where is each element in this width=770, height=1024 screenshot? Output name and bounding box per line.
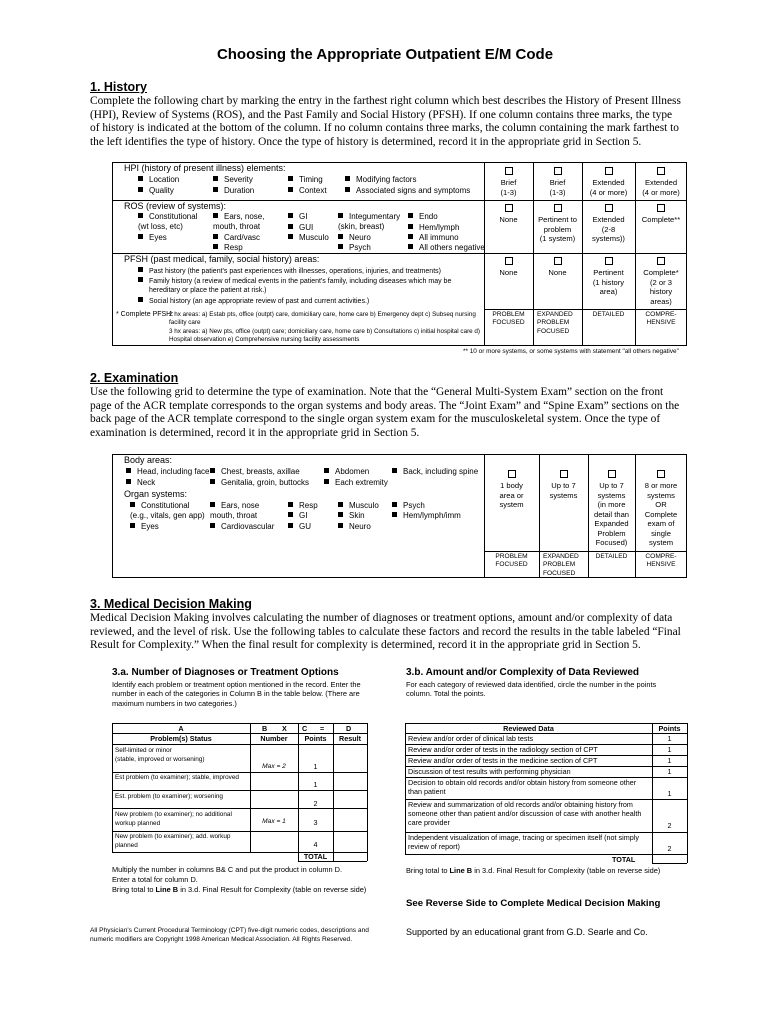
pfsh-col-none[interactable]: None: [484, 257, 533, 278]
organ-system-item: Resp: [288, 501, 318, 511]
ros-item: GI: [288, 212, 307, 222]
hpi-item: Duration: [213, 186, 254, 196]
ros-item: Neuro: [338, 233, 371, 243]
col-letter-x: X: [282, 724, 287, 733]
organ-system-item: Musculo: [338, 501, 379, 511]
organ-system-item: Constitutional (e.g., vitals, gen app): [130, 501, 205, 520]
diagnoses-title: 3.a. Number of Diagnoses or Treatment Options: [112, 667, 339, 678]
mdm-intro: Medical Decision Making involves calculating the number of diagnoses or treatment options, amount and/or complexity of data reviewed, and the level of risk. Use the following tables to calculate these factors and record the results in the table labeled “Final Result for Complexity.” When the final result for complexity is determined, record it in the appropriate grid in Section 5.: [90, 612, 681, 652]
history-footnote: ** 10 or more systems, or some systems with statement "all others negative": [463, 348, 679, 355]
points-cell[interactable]: 1: [667, 767, 672, 776]
ros-item: GUI: [288, 223, 313, 233]
table-row: Est problem (to examiner); stable, improved: [115, 774, 239, 781]
checkbox-icon[interactable]: [608, 470, 616, 478]
hpi-col-brief[interactable]: Brief (1-3): [533, 167, 582, 197]
hpi-item: Timing: [288, 175, 323, 185]
organ-system-item: Hem/lymph/imm: [392, 511, 461, 521]
pfsh-label: PFSH (past medical, family, social history) areas:: [124, 254, 320, 264]
pfsh-col-pertinent[interactable]: Pertinent (1 history area): [582, 257, 635, 297]
col-letter-b: B: [262, 724, 268, 733]
exam-intro: Use the following grid to determine the type of examination. Note that the “General Multi-System Exam” section on the front page of the ACR template corresponds to the organ systems and body areas. The “Joint Exam” and “Spine Exam” sections on the back page of the ACR template correspond to the single organ system exam for the musculoskeletal system. Once the type of examination is determined, record it in the appropriate grid in Section 5.: [90, 386, 680, 439]
hpi-label: HPI (history of present illness) elements:: [124, 163, 286, 173]
history-intro: Complete the following chart by marking the entry in the farthest right column which best describes the History of Present Illness (HPI), Review of Systems (ROS), and the Past Family and Social History (PFSH). If one column contains three marks, the type of history is indicated at the bottom of the column. If no column contains three marks, the column containing the mark farthest to the left identifies the type of history. Once the type of history is determined, record it in the appropriate grid in Section 5.: [90, 95, 681, 148]
col-letter-d: D: [346, 724, 352, 733]
hpi-item: Context: [288, 186, 327, 196]
organ-system-item: Eyes: [130, 522, 159, 532]
checkbox-icon[interactable]: [657, 257, 665, 265]
body-area-item: Head, including face: [126, 467, 210, 477]
exam-col-problem-focused[interactable]: 1 body area or system: [484, 470, 539, 510]
table-row: Review and/or order of tests in the medicine section of CPT: [408, 756, 598, 765]
pfsh-col-none[interactable]: None: [533, 257, 582, 278]
checkbox-icon[interactable]: [505, 204, 513, 212]
page-title: Choosing the Appropriate Outpatient E/M Code: [216, 46, 554, 63]
max-number: Max = 1: [262, 818, 286, 825]
ros-item: Resp: [213, 243, 243, 253]
header-number: Number: [260, 734, 288, 743]
diagnoses-bring-total: Bring total to Line B in 3.d. Final Result for Complexity (table on reverse side): [112, 885, 367, 894]
pfsh-col-complete[interactable]: Complete* (2 or 3 history areas): [635, 257, 687, 306]
hpi-item: Location: [138, 175, 179, 185]
organ-system-item: Neuro: [338, 522, 371, 532]
mdm-heading: 3. Medical Decision Making: [90, 597, 252, 611]
points-cell[interactable]: 2: [667, 821, 672, 830]
ros-item: Constitutional (wt loss, etc): [138, 212, 198, 231]
checkbox-icon[interactable]: [657, 470, 665, 478]
exam-result-comprehensive: COMPRE- HENSIVE: [645, 553, 677, 569]
table-row: Review and/or order of clinical lab tests: [408, 734, 534, 743]
header-points: Points: [658, 724, 681, 733]
ros-item: Eyes: [138, 233, 167, 243]
table-row: Review and/or order of tests in the radiology section of CPT: [408, 745, 598, 754]
body-area-item: Each extremity: [324, 478, 388, 488]
diagnoses-desc: Identify each problem or treatment option mentioned in the record. Enter the number in each of the categories in Column B in the table below. (There are maximum numbers in two categories.): [112, 680, 361, 708]
pfsh-item: Social history (an age appropriate review of past and current activities.): [138, 297, 478, 307]
checkbox-icon[interactable]: [605, 257, 613, 265]
table-row: Independent visualization of image, tracing or specimen itself (not simply review of report): [408, 833, 639, 851]
history-result-expanded: EXPANDED PROBLEM FOCUSED: [537, 311, 573, 335]
ros-item: Endo: [408, 212, 438, 222]
ros-item: All immuno: [408, 233, 459, 243]
diagnoses-note-2: Enter a total for column D.: [112, 875, 198, 884]
header-reviewed-data: Reviewed Data: [503, 724, 554, 733]
table-row: Review and summarization of old records and/or obtaining history from someone other than patient and/or discussion of case with another health care provider: [408, 800, 642, 827]
points-cell: 4: [313, 840, 318, 849]
max-number: Max = 2: [262, 763, 286, 770]
data-reviewed-desc: For each category of reviewed data identified, circle the number in the points column. Total the points.: [406, 680, 657, 699]
hpi-col-extended[interactable]: Extended (4 or more): [582, 167, 635, 197]
body-area-item: Neck: [126, 478, 155, 488]
grant-notice: Supported by an educational grant from G.D. Searle and Co.: [406, 927, 648, 937]
points-cell: 1: [313, 762, 318, 771]
history-result-detailed: DETAILED: [592, 311, 625, 318]
organ-system-item: Cardiovascular: [210, 522, 274, 532]
body-area-item: Genitalia, groin, buttocks: [210, 478, 309, 488]
exam-result-detailed: DETAILED: [595, 553, 628, 560]
table-row: New problem (to examiner); add. workup planned: [115, 833, 231, 849]
hpi-item: Severity: [213, 175, 253, 185]
points-cell[interactable]: 1: [667, 745, 672, 754]
total-label: TOTAL: [612, 855, 636, 864]
history-result-comprehensive: COMPRE- HENSIVE: [645, 311, 677, 327]
exam-col-detailed[interactable]: Up to 7 systems (in more detail than Expanded Problem Focused): [588, 470, 635, 548]
checkbox-icon[interactable]: [657, 167, 665, 175]
hpi-col-brief[interactable]: Brief (1-3): [484, 167, 533, 197]
points-cell: 1: [313, 780, 318, 789]
points-cell: 2: [313, 799, 318, 808]
exam-col-comprehensive[interactable]: 8 or more systems OR Complete exam of single system: [635, 470, 687, 548]
organ-system-item: GU: [288, 522, 311, 532]
checkbox-icon[interactable]: [505, 167, 513, 175]
col-letter-eq: =: [320, 724, 325, 733]
organ-system-item: Ears, nose mouth, throat: [210, 501, 260, 520]
ros-item: Musculo: [288, 233, 329, 243]
hpi-item: Associated signs and symptoms: [345, 186, 470, 196]
pfsh-item: Past history (the patient's past experiences with illnesses, operations, injuries, and treatments): [138, 267, 478, 277]
table-row: New problem (to examiner); no additional workup planned: [115, 811, 232, 827]
body-area-item: Abdomen: [324, 467, 369, 477]
body-area-item: Back, including spine: [392, 467, 478, 477]
header-points: Points: [304, 734, 327, 743]
organ-systems-label: Organ systems:: [124, 489, 188, 499]
checkbox-icon[interactable]: [605, 204, 613, 212]
checkbox-icon[interactable]: [554, 257, 562, 265]
body-areas-label: Body areas:: [124, 455, 173, 465]
points-cell[interactable]: 1: [667, 789, 672, 798]
checkbox-icon[interactable]: [560, 470, 568, 478]
organ-system-item: Psych: [392, 501, 425, 511]
ros-item: All others negative: [408, 243, 485, 253]
points-cell[interactable]: 1: [667, 734, 672, 743]
diagnoses-note-1: Multiply the number in columns B& C and put the product in column D.: [112, 865, 343, 874]
ros-col-pertinent[interactable]: Pertinent to problem (1 system): [533, 204, 582, 244]
checkbox-icon[interactable]: [605, 167, 613, 175]
table-row: Decision to obtain old records and/or obtain history from someone other than patient: [408, 778, 637, 796]
checkbox-icon[interactable]: [554, 167, 562, 175]
hpi-col-extended[interactable]: Extended (4 or more): [635, 167, 687, 197]
hpi-item: Modifying factors: [345, 175, 416, 185]
complete-pfsh-label: * Complete PFSH:: [116, 311, 174, 318]
exam-col-expanded[interactable]: Up to 7 systems: [539, 470, 588, 500]
total-label: TOTAL: [303, 852, 328, 861]
table-row: Self-limited or minor (stable, improved or worsening): [115, 747, 205, 763]
header-result: Result: [339, 734, 361, 743]
body-area-item: Chest, breasts, axillae: [210, 467, 300, 477]
table-row: Discussion of test results with performing physician: [408, 767, 571, 776]
ros-item: Ears, nose, mouth, throat: [213, 212, 265, 231]
copyright-notice: All Physician's Current Procedural Terminology (CPT) five-digit numeric codes, descriptions and numeric modifiers are Copyright 1998 American Medical Association. All Rights Reserved.: [90, 927, 369, 943]
exam-result-expanded: EXPANDED PROBLEM FOCUSED: [543, 553, 579, 577]
organ-system-item: GI: [288, 511, 307, 521]
data-reviewed-title: 3.b. Amount and/or Complexity of Data Reviewed: [406, 667, 639, 678]
points-cell[interactable]: 2: [667, 844, 672, 853]
table-row: Est. problem (to examiner); worsening: [115, 793, 223, 800]
header-problem-status: Problem(s) Status: [150, 734, 212, 743]
points-cell: 3: [313, 818, 318, 827]
points-cell[interactable]: 1: [667, 756, 672, 765]
ros-col-complete[interactable]: Complete**: [635, 204, 687, 225]
checkbox-icon[interactable]: [657, 204, 665, 212]
col-letter-c: C: [302, 724, 308, 733]
complete-pfsh-note: 2 hx areas: a) Estab pts, office (outpt) care, domiciliary care, home care b) Emergency dept c) Subseq nursing facility care 3 hx areas: a) New pts, office (outpt) care; domiciliary care, home care b) Consultations c) initial hospital care d) Hospital observation e) Comprehensive nursing facility assessments: [169, 311, 481, 344]
reverse-side-note: See Reverse Side to Complete Medical Decision Making: [406, 898, 661, 909]
col-letter-a: A: [178, 724, 184, 733]
history-result-problem-focused: PROBLEM FOCUSED: [492, 311, 525, 327]
organ-system-item: Skin: [338, 511, 365, 521]
ros-item: Psych: [338, 243, 371, 253]
ros-item: Integumentary (skin, breast): [338, 212, 401, 231]
pfsh-item: Family history (a review of medical events in the patient's family, including diseases which may be hereditary or place the patient at risk.): [138, 277, 468, 295]
ros-col-none[interactable]: None: [484, 204, 533, 225]
ros-item: Card/vasc: [213, 233, 260, 243]
checkbox-icon[interactable]: [508, 470, 516, 478]
checkbox-icon[interactable]: [554, 204, 562, 212]
hpi-item: Quality: [138, 186, 174, 196]
checkbox-icon[interactable]: [505, 257, 513, 265]
ros-item: Hem/lymph: [408, 223, 459, 233]
ros-label: ROS (review of systems):: [124, 201, 227, 211]
exam-heading: 2. Examination: [90, 371, 179, 385]
ros-col-extended[interactable]: Extended (2-8 systems)): [582, 204, 635, 244]
data-bring-total: Bring total to Line B in 3.d. Final Result for Complexity (table on reverse side): [406, 866, 661, 875]
exam-result-problem-focused: PROBLEM FOCUSED: [495, 553, 528, 569]
history-heading: 1. History: [90, 80, 147, 94]
